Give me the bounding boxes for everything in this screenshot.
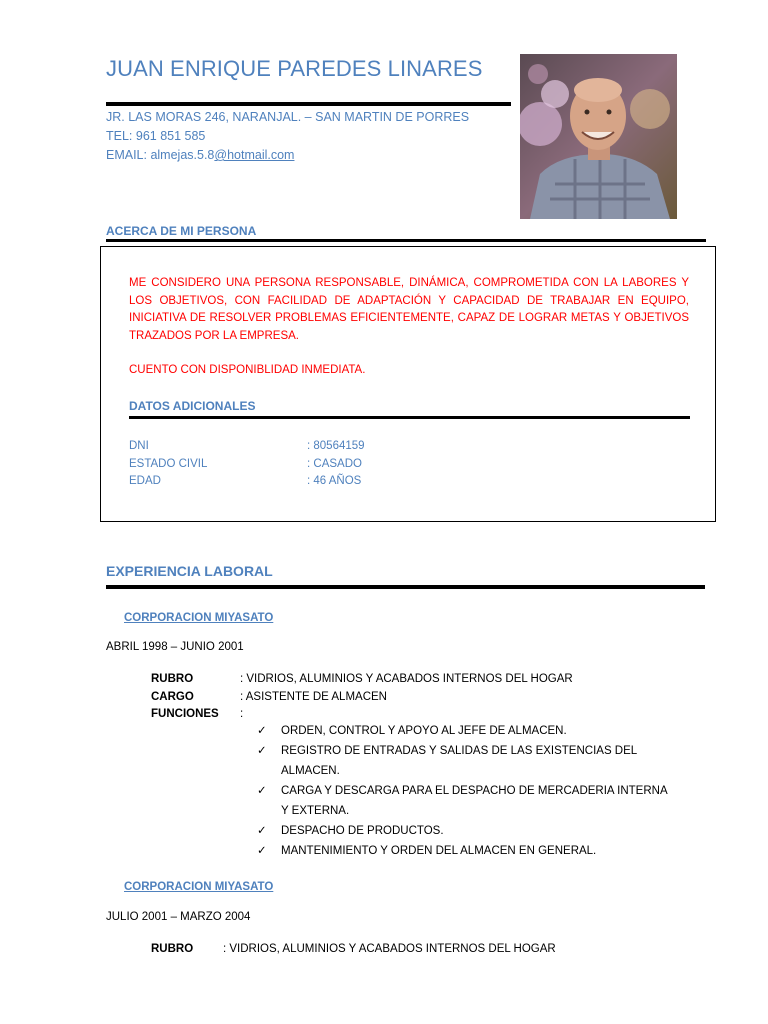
job-details: [151, 941, 621, 959]
check-icon: ✓: [257, 785, 267, 797]
data-value: : 80564159: [307, 440, 365, 452]
cargo-label: CARGO: [151, 690, 194, 703]
candidate-name: JUAN ENRIQUE PAREDES LINARES: [106, 56, 483, 81]
experience-divider: [106, 585, 705, 589]
data-value: : 46 AÑOS: [307, 475, 362, 487]
email-label: EMAIL: almejas.5.8: [106, 148, 215, 162]
address: JR. LAS MORAS 246, NARANJAL. – SAN MARTIN DE PORRES: [106, 110, 470, 124]
about-text: ME CONSIDERO UNA PERSONA RESPONSABLE, DINÁMICA, COMPROMETIDA CON LA LABORES Y LOS OBJETIVOS, CON FACILIDAD DE ADAPTACIÓN Y CAPACIDAD DE TRABAJAR EN EQUIPO, INICIATIVA DE RESOLVER PROBLEMAS EFICIENTEMENTE, CAPAZ DE LOGRAR METAS Y OBJETIVOS TRAZADOS POR LA EMPRESA.: [129, 277, 689, 342]
task-text: REGISTRO DE ENTRADAS Y SALIDAS DE LAS EXISTENCIAS DEL ALMACEN.: [281, 745, 637, 777]
email-link[interactable]: @hotmail.com: [214, 148, 295, 162]
job-cargo: [151, 689, 621, 707]
job-company: CORPORACION MIYASATO: [124, 881, 274, 893]
check-icon: ✓: [257, 725, 267, 737]
about-box: [100, 246, 716, 522]
task-item: [257, 841, 677, 861]
funciones-value: :: [240, 708, 244, 720]
cargo-value: : ASISTENTE DE ALMACEN: [240, 690, 387, 703]
check-icon: ✓: [257, 825, 267, 837]
additional-title: DATOS ADICIONALES: [129, 399, 256, 413]
data-label: EDAD: [129, 475, 161, 487]
header-divider: [106, 102, 511, 106]
task-text: CARGA Y DESCARGA PARA EL DESPACHO DE MERCADERIA INTERNA Y EXTERNA.: [281, 785, 667, 817]
rubro-value: : VIDRIOS, ALUMINIOS Y ACABADOS INTERNOS DEL HOGAR: [223, 943, 556, 955]
job-rubro: [151, 671, 621, 689]
data-value: : CASADO: [307, 457, 362, 470]
check-icon: ✓: [257, 845, 267, 857]
data-label: DNI: [129, 440, 149, 452]
job-rubro: [151, 941, 621, 959]
about-title: ACERCA DE MI PERSONA: [106, 224, 257, 238]
funciones-label: FUNCIONES: [151, 708, 219, 720]
task-item: [257, 741, 677, 781]
data-row-dni: [129, 438, 365, 456]
data-row-age: [129, 473, 365, 491]
task-text: MANTENIMIENTO Y ORDEN DEL ALMACEN EN GENERAL.: [281, 845, 597, 857]
rubro-value: : VIDRIOS, ALUMINIOS Y ACABADOS INTERNOS DEL HOGAR: [240, 673, 573, 685]
task-item: [257, 781, 677, 821]
job-details: [151, 671, 621, 724]
data-label: ESTADO CIVIL: [129, 457, 208, 470]
task-item: [257, 721, 677, 741]
profile-photo: [520, 54, 677, 219]
job-company: CORPORACION MIYASATO: [124, 612, 274, 624]
task-list: [257, 721, 677, 861]
check-icon: ✓: [257, 745, 267, 757]
task-item: [257, 821, 677, 841]
additional-data: [129, 438, 365, 491]
task-text: DESPACHO DE PRODUCTOS.: [281, 825, 444, 837]
task-text: ORDEN, CONTROL Y APOYO AL JEFE DE ALMACEN.: [281, 725, 567, 737]
data-row-civil: [129, 456, 365, 474]
additional-divider: [129, 416, 690, 419]
rubro-label: RUBRO: [151, 673, 194, 685]
phone: TEL: 961 851 585: [106, 129, 206, 143]
rubro-label: RUBRO: [151, 943, 194, 955]
contact-info: [106, 108, 469, 165]
email: [106, 146, 469, 165]
job-dates: JULIO 2001 – MARZO 2004: [106, 911, 251, 923]
job-dates: ABRIL 1998 – JUNIO 2001: [106, 641, 244, 653]
experience-title: EXPERIENCIA LABORAL: [106, 563, 273, 579]
availability-text: CUENTO CON DISPONIBLIDAD INMEDIATA.: [129, 364, 366, 376]
about-divider: [106, 239, 706, 242]
